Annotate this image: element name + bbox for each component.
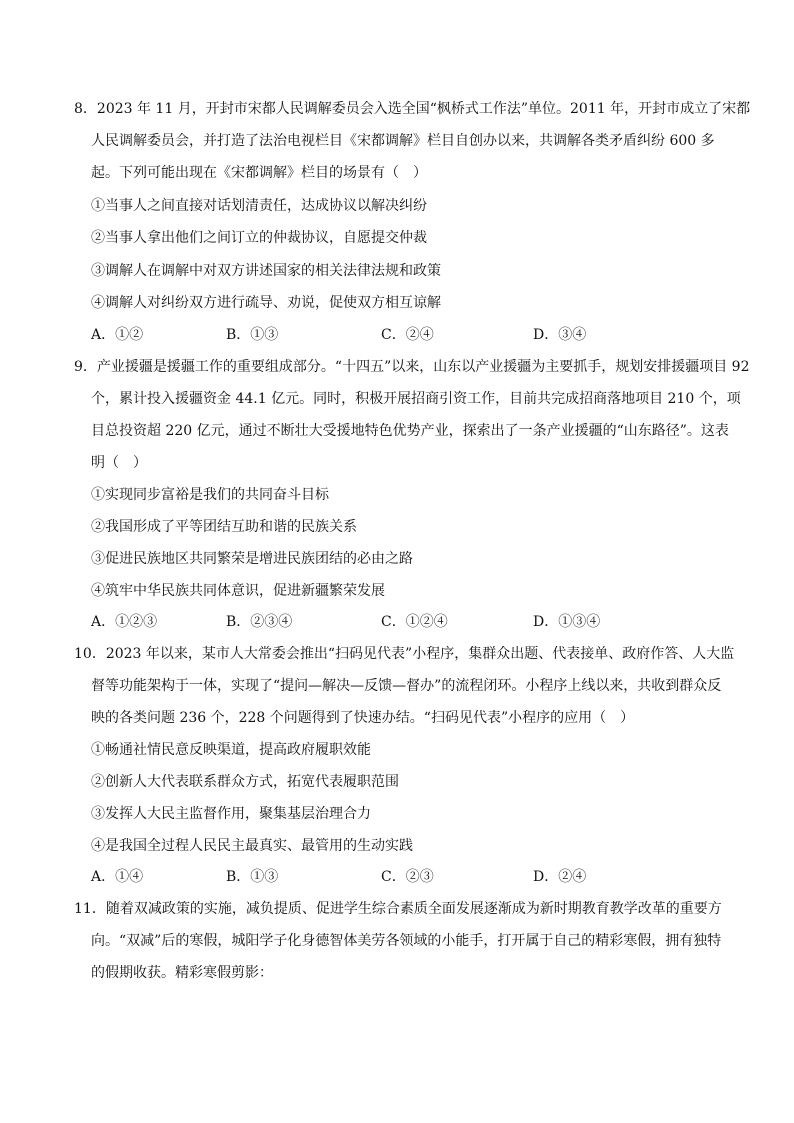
question-10-choice-a[interactable]: A．①④	[91, 869, 144, 885]
question-9-choice-a[interactable]: A．①②③	[91, 614, 158, 630]
question-10-line-3: 映的各类问题 236 个，228 个问题得到了快速办结。“扫码见代表”小程序的应用（ ）	[91, 710, 635, 726]
question-10-line-1: 10．2023 年以来，某市人大常委会推出“扫码见代表”小程序，集群众出题、代表接单、政府作答、人大监	[74, 646, 735, 662]
question-8-choice-c[interactable]: C．②④	[381, 327, 434, 343]
question-8-option-1: ①当事人之间直接对话划清责任，达成协议以解决纠纷	[91, 198, 427, 214]
question-9-option-2: ②我国形成了平等团结互助和谐的民族关系	[91, 519, 357, 535]
question-9-line-2: 个，累计投入援疆资金 44.1 亿元。同时，积极开展招商引资工作，目前共完成招商落地项目 210 个，项	[91, 391, 741, 407]
question-8-line-1: 8．2023 年 11 月，开封市宋都人民调解委员会入选全国“枫桥式工作法”单位。2011 年，开封市成立了宋都	[74, 101, 751, 117]
question-9-choice-b[interactable]: B．②③④	[226, 614, 293, 630]
question-11-line-2: 向。“双减”后的寒假，城阳学子化身德智体美劳各领域的小能手，打开属于自己的精彩寒假，拥有独特	[91, 933, 722, 949]
question-9-option-4: ④筑牢中华民族共同体意识，促进新疆繁荣发展	[91, 583, 385, 599]
question-10-option-4: ④是我国全过程人民民主最真实、最管用的生动实践	[91, 838, 413, 854]
question-9-choice-d[interactable]: D．①③④	[533, 614, 601, 630]
question-9-line-3: 目总投资超 220 亿元，通过不断壮大受援地特色优势产业，探索出了一条产业援疆的“山东路径”。这表	[91, 423, 729, 439]
question-9-choice-c[interactable]: C．①②④	[381, 614, 448, 630]
question-8-option-4: ④调解人对纠纷双方进行疏导、劝说，促使双方相互谅解	[91, 295, 441, 311]
question-9-line-4: 明（ ）	[91, 455, 147, 471]
question-11-line-1: 11．随着双减政策的实施，减负提质、促进学生综合素质全面发展逐渐成为新时期教育教学改革的重要方	[74, 901, 722, 917]
question-10-option-2: ②创新人大代表联系群众方式，拓宽代表履职范围	[91, 774, 399, 790]
question-8-choice-d[interactable]: D．③④	[533, 327, 587, 343]
question-10-choice-c[interactable]: C．②③	[381, 869, 434, 885]
question-9-option-1: ①实现同步富裕是我们的共同奋斗目标	[91, 487, 329, 503]
question-8-line-3: 起。下列可能出现在《宋都调解》栏目的场景有（ ）	[91, 165, 427, 181]
question-8-option-2: ②当事人拿出他们之间订立的仲裁协议，自愿提交仲裁	[91, 230, 427, 246]
question-11-line-3: 的假期收获。精彩寒假剪影：	[91, 965, 273, 981]
question-10-choice-b[interactable]: B．①③	[226, 869, 279, 885]
question-8-choice-b[interactable]: B．①③	[226, 327, 279, 343]
question-8-line-2: 人民调解委员会，并打造了法治电视栏目《宋都调解》栏目自创办以来，共调解各类矛盾纠纷 600 多	[91, 133, 715, 149]
question-8-choice-a[interactable]: A．①②	[91, 327, 144, 343]
question-9-option-3: ③促进民族地区共同繁荣是增进民族团结的必由之路	[91, 551, 413, 567]
question-9-line-1: 9．产业援疆是援疆工作的重要组成部分。“十四五”以来，山东以产业援疆为主要抓手，规划安排援疆项目 92	[74, 359, 750, 375]
question-10-option-3: ③发挥人大民主监督作用，聚集基层治理合力	[91, 806, 371, 822]
question-8-option-3: ③调解人在调解中对双方讲述国家的相关法律法规和政策	[91, 263, 441, 279]
question-10-choice-d[interactable]: D．②④	[533, 869, 587, 885]
question-10-line-2: 督等功能架构于一体，实现了“提问—解决—反馈—督办”的流程闭环。小程序上线以来，共收到群众反	[91, 678, 722, 694]
question-10-option-1: ①畅通社情民意反映渠道，提高政府履职效能	[91, 742, 371, 758]
